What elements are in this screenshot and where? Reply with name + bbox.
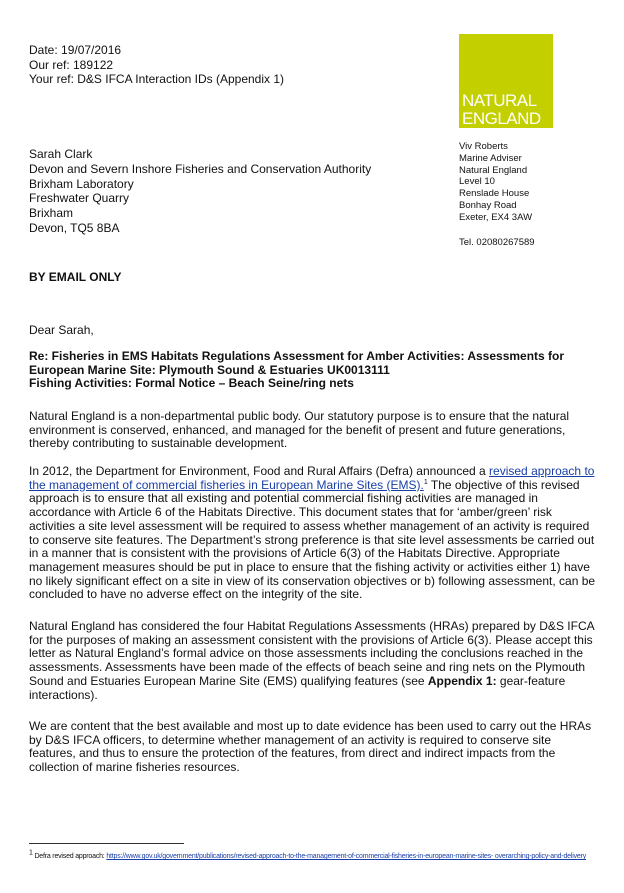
recipient-address-line: Brixham: [29, 206, 74, 221]
sender-name: Viv Roberts: [459, 141, 508, 152]
natural-england-logo: [459, 34, 553, 128]
footnote-url-link[interactable]: https://www.gov.uk/government/publications/revised-approach-to-the-management-of-commercial-fisheries-in-european-marine-sites- overarching-policy-and-delivery: [106, 853, 586, 860]
paragraph-text: Natural England has considered the four Habitat Regulations Assessments (HRAs) prepared by D&S IFCA for the purposes of making an assessment consistent with the provisions of Article 6(3). Please accept this letter as Natural England’s formal advice on those assessments including the conclusions reached in the assessments. Assessments have been made of the effects of beach seine and ring nets on the Plymouth Sound and Estuaries European Marine Site (EMS) qualifying features (see: [29, 619, 594, 688]
recipient-address-line: Freshwater Quarry: [29, 191, 130, 206]
letter-date: Date: 19/07/2016: [29, 43, 122, 57]
footnote-label: Defra revised approach:: [32, 853, 107, 860]
sender-telephone: Tel. 02080267589: [459, 237, 535, 248]
recipient-address: [29, 147, 371, 236]
sender-organisation: Natural England: [459, 164, 528, 176]
recipient-name: Sarah Clark: [29, 147, 93, 161]
paragraph-text: gear-feature interactions).: [29, 673, 566, 702]
sender-address-line: Exeter, EX4 3AW: [459, 211, 533, 223]
recipient-organisation: Devon and Severn Inshore Fisheries and Conservation Authority: [29, 161, 372, 176]
body-paragraph-2: [29, 465, 599, 602]
paragraph-text: In 2012, the Department for Environment, Food and Rural Affairs (Defra) announced a: [29, 464, 490, 478]
sender-address-line: Renslade House: [459, 188, 530, 200]
footnote-divider: [29, 843, 184, 844]
subject-line: Fishing Activities: Formal Notice – Beach Seine/ring nets: [29, 376, 354, 391]
body-paragraph-3: [29, 620, 599, 702]
appendix-reference: Appendix 1:: [427, 673, 497, 688]
recipient-address-line: Brixham Laboratory: [29, 176, 134, 191]
body-paragraph-1: Natural England is a non-departmental public body. Our statutory purpose is to ensure that the natural environment is conserved, enhanced, and managed for the benefit of present and future generations, thereby contributing to sustainable development.: [29, 409, 570, 451]
footnote: [29, 849, 601, 862]
subject-line: European Marine Site: Plymouth Sound & Estuaries UK0013111: [29, 362, 390, 377]
sender-address: [459, 141, 532, 224]
subject-heading: [29, 350, 599, 391]
logo-line-1: NATURAL: [462, 91, 537, 110]
footnote-reference: 1: [423, 478, 428, 486]
salutation: Dear Sarah,: [29, 323, 94, 337]
reference-block: [29, 43, 284, 87]
paragraph-text: The objective of this revised approach is to ensure that all existing and potential commercial fishing activities are managed in accordance with Article 6 of the Habitats Directive. This document states that for ‘amber/green’ risk activities a site level assessment will be required to assess whether management of an activity is required to conserve site features. The Department’s strong preference is that site level assessments be carried out in a manner that is consistent with the provisions of Article 6(3) of the Habitats Directive. Appropriate management measures should be put in place to ensure that the fishing activity or activities either 1) have no likely significant effect on a site in view of its conservation objectives or b) following assessment, can be concluded to have no adverse effect on the integrity of the site.: [29, 477, 596, 602]
your-reference: Your ref: D&S IFCA Interaction IDs (Appendix 1): [29, 72, 285, 86]
sender-role: Marine Adviser: [459, 152, 522, 164]
our-reference: Our ref: 189122: [29, 57, 114, 72]
delivery-notice: BY EMAIL ONLY: [29, 270, 122, 284]
sender-address-line: Level 10: [459, 176, 495, 188]
footnote-number: 1: [29, 849, 33, 857]
sender-address-line: Bonhay Road: [459, 199, 517, 211]
revised-approach-link[interactable]: revised approach to the management of commercial fisheries in European Marine Sites (EMS).: [29, 464, 595, 492]
logo-line-2: ENGLAND: [462, 109, 541, 128]
body-paragraph-4: We are content that the best available and most up to date evidence has been used to carry out the HRAs by D&S IFCA officers, to determine whether management of an activity is required to conserve site features, and thus to ensure the protection of the features, from direct and indirect impacts from the collection of marine fisheries resources.: [29, 719, 592, 775]
recipient-address-line: Devon, TQ5 8BA: [29, 220, 120, 235]
subject-line: Re: Fisheries in EMS Habitats Regulations Assessment for Amber Activities: Assessments for: [29, 349, 565, 363]
